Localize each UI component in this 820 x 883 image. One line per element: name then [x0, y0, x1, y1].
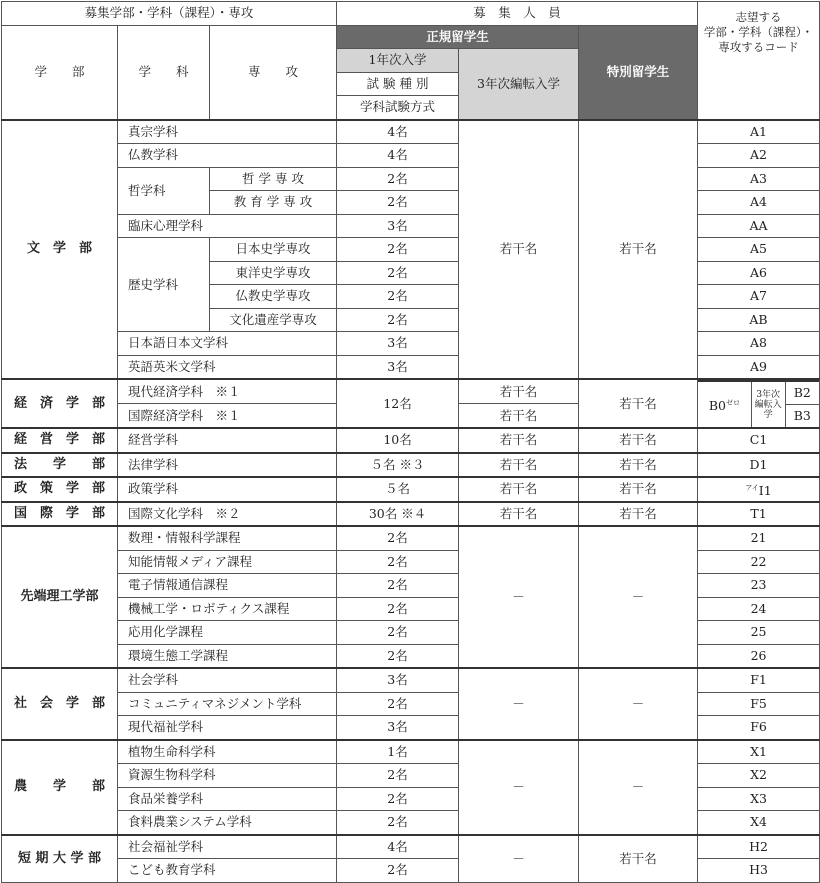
header-faculty: 学 部 — [2, 25, 118, 120]
transfer-count: 若干名 — [459, 477, 579, 502]
special-count: 若干名 — [579, 477, 698, 502]
dept-code: C1 — [698, 428, 820, 453]
recruit-count: 2名 — [337, 764, 459, 788]
major-name: 教 育 学 専 攻 — [210, 191, 337, 215]
dept-name: 数理・情報科学課程 — [118, 526, 337, 550]
dept-code: X2 — [698, 764, 820, 788]
dept-code: A9 — [698, 355, 820, 379]
transfer-count: 若干名 — [459, 428, 579, 453]
header-left: 募集学部・学科（課程）・専攻 — [2, 2, 337, 26]
dept-code-cell — [698, 477, 820, 502]
recruit-count: 4名 — [337, 835, 459, 859]
recruit-count: 3名 — [337, 355, 459, 379]
special-count: 若干名 — [579, 453, 698, 478]
dept-code: A8 — [698, 332, 820, 356]
dept-name: 政策学科 — [118, 477, 337, 502]
transfer-count: － — [459, 668, 579, 740]
transfer-count: － — [459, 835, 579, 883]
recruit-count: 2名 — [337, 308, 459, 332]
recruit-count: 4名 — [337, 120, 459, 144]
header-exam-method: 学科試験方式 — [337, 96, 459, 120]
dept-name: 現代福祉学科 — [118, 716, 337, 740]
recruit-count: ５名 ※３ — [337, 453, 459, 478]
dept-name: 国際文化学科 ※２ — [118, 502, 337, 527]
faculty-nou: 農 学 部 — [2, 740, 118, 835]
code-b0: B0 — [708, 398, 726, 414]
dept-name: 電子情報通信課程 — [118, 574, 337, 598]
recruit-count: 4名 — [337, 144, 459, 168]
faculty-sentan: 先端理工学部 — [2, 526, 118, 668]
transfer-count: 若干名 — [459, 120, 579, 380]
header-regular: 正規留学生 — [337, 25, 579, 49]
special-count: 若干名 — [579, 120, 698, 380]
code-b0-ruby: ゼロ — [725, 398, 740, 407]
dept-name: 社会学科 — [118, 668, 337, 692]
recruitment-table — [1, 1, 820, 883]
dept-code: 25 — [698, 621, 820, 645]
dept-code: X4 — [698, 811, 820, 835]
transfer-count: － — [459, 740, 579, 835]
dept-code: I1 — [758, 482, 772, 498]
faculty-hou: 法 学 部 — [2, 453, 118, 478]
recruit-count: 2名 — [337, 621, 459, 645]
recruit-count: 2名 — [337, 859, 459, 883]
dept-name: 国際経済学科 ※１ — [118, 404, 337, 429]
faculty-seisaku: 政 策 学 部 — [2, 477, 118, 502]
dept-name: 機械工学・ロボティクス課程 — [118, 597, 337, 621]
header-special: 特別留学生 — [579, 25, 698, 120]
dept-name: 現代経済学科 ※１ — [118, 379, 337, 404]
dept-name: 臨床心理学科 — [118, 214, 337, 238]
dept-code: F5 — [698, 692, 820, 716]
dept-code: AA — [698, 214, 820, 238]
recruit-count: 3名 — [337, 716, 459, 740]
special-count: － — [579, 740, 698, 835]
dept-code: D1 — [698, 453, 820, 478]
dept-code: F6 — [698, 716, 820, 740]
dept-code: A3 — [698, 167, 820, 191]
header-year3: 3年次編転入学 — [459, 49, 579, 120]
recruit-count: 30名 ※４ — [337, 502, 459, 527]
recruit-count: 3名 — [337, 332, 459, 356]
recruit-count: 12名 — [337, 379, 459, 428]
faculty-bungaku: 文 学 部 — [2, 120, 118, 380]
transfer-count: 若干名 — [459, 404, 579, 429]
dept-name: 食品栄養学科 — [118, 787, 337, 811]
transfer-count: 若干名 — [459, 453, 579, 478]
dept-code: A7 — [698, 285, 820, 309]
recruit-count: 3名 — [337, 214, 459, 238]
header-year1: 1年次入学 — [337, 49, 459, 73]
dept-code: A4 — [698, 191, 820, 215]
recruit-count: 2名 — [337, 526, 459, 550]
recruit-count: 2名 — [337, 285, 459, 309]
header-major: 専 攻 — [210, 25, 337, 120]
recruit-count: 2名 — [337, 191, 459, 215]
special-count: － — [579, 526, 698, 668]
recruit-count: ５名 — [337, 477, 459, 502]
dept-name: 社会福祉学科 — [118, 835, 337, 859]
recruit-count: 2名 — [337, 167, 459, 191]
header-code: 志望する 学部・学科（課程）・ 専攻するコード — [698, 2, 820, 120]
dept-code: T1 — [698, 502, 820, 527]
dept-name: 法律学科 — [118, 453, 337, 478]
dept-name: こども教育学科 — [118, 859, 337, 883]
faculty-keiei: 経 営 学 部 — [2, 428, 118, 453]
recruit-count: 10名 — [337, 428, 459, 453]
dept-name: 日本語日本文学科 — [118, 332, 337, 356]
major-name: 哲 学 専 攻 — [210, 167, 337, 191]
faculty-kokusai: 国 際 学 部 — [2, 502, 118, 527]
dept-name: 仏教学科 — [118, 144, 337, 168]
transfer-count: 若干名 — [459, 502, 579, 527]
recruit-count: 2名 — [337, 597, 459, 621]
dept-code: A6 — [698, 261, 820, 285]
faculty-tanki: 短 期 大 学 部 — [2, 835, 118, 883]
recruit-count: 2名 — [337, 238, 459, 262]
keizai-code-cell — [698, 379, 820, 428]
special-count: 若干名 — [579, 379, 698, 428]
dept-name: 食料農業システム学科 — [118, 811, 337, 835]
dept-code: 21 — [698, 526, 820, 550]
dept-code: A2 — [698, 144, 820, 168]
dept-name: 環境生態工学課程 — [118, 644, 337, 668]
header-recruit: 募 集 人 員 — [337, 2, 698, 26]
code-transfer-label: 3年次 編転入学 — [754, 389, 782, 420]
recruit-count: 2名 — [337, 550, 459, 574]
dept-name: 真宗学科 — [118, 120, 337, 144]
dept-code: A5 — [698, 238, 820, 262]
faculty-keizai: 経 済 学 部 — [2, 379, 118, 428]
dept-name: 応用化学課程 — [118, 621, 337, 645]
recruit-count: 2名 — [337, 261, 459, 285]
code-i1-ruby: アイ — [745, 483, 759, 492]
dept-name: 資源生物科学科 — [118, 764, 337, 788]
major-name: 仏教史学専攻 — [210, 285, 337, 309]
dept-name: 植物生命科学科 — [118, 740, 337, 764]
dept-name: 経営学科 — [118, 428, 337, 453]
dept-name: 知能情報メディア課程 — [118, 550, 337, 574]
special-count: 若干名 — [579, 835, 698, 883]
dept-code: X3 — [698, 787, 820, 811]
major-name: 文化遺産学専攻 — [210, 308, 337, 332]
dept-code: AB — [698, 308, 820, 332]
dept-code: 26 — [698, 644, 820, 668]
transfer-count: 若干名 — [459, 379, 579, 404]
dept-name: コミュニティマネジメント学科 — [118, 692, 337, 716]
recruit-count: 1名 — [337, 740, 459, 764]
dept-code: 23 — [698, 574, 820, 598]
transfer-count: － — [459, 526, 579, 668]
major-name: 日本史学専攻 — [210, 238, 337, 262]
special-count: 若干名 — [579, 502, 698, 527]
dept-code: A1 — [698, 120, 820, 144]
recruit-count: 3名 — [337, 668, 459, 692]
dept-code: F1 — [698, 668, 820, 692]
header-dept: 学 科 — [118, 25, 210, 120]
dept-name: 英語英米文学科 — [118, 355, 337, 379]
dept-name: 歴史学科 — [118, 238, 210, 332]
header-exam-type: 試 験 種 別 — [337, 72, 459, 96]
recruit-count: 2名 — [337, 574, 459, 598]
special-count: 若干名 — [579, 428, 698, 453]
recruit-count: 2名 — [337, 692, 459, 716]
code-b3: B3 — [785, 405, 819, 428]
dept-code: H3 — [698, 859, 820, 883]
code-b2: B2 — [785, 381, 819, 405]
recruit-count: 2名 — [337, 811, 459, 835]
dept-code: X1 — [698, 740, 820, 764]
dept-code: 24 — [698, 597, 820, 621]
recruit-count: 2名 — [337, 644, 459, 668]
dept-code: H2 — [698, 835, 820, 859]
dept-code: 22 — [698, 550, 820, 574]
major-name: 東洋史学専攻 — [210, 261, 337, 285]
faculty-shakai: 社 会 学 部 — [2, 668, 118, 740]
recruit-count: 2名 — [337, 787, 459, 811]
dept-name: 哲学科 — [118, 167, 210, 214]
special-count: － — [579, 668, 698, 740]
